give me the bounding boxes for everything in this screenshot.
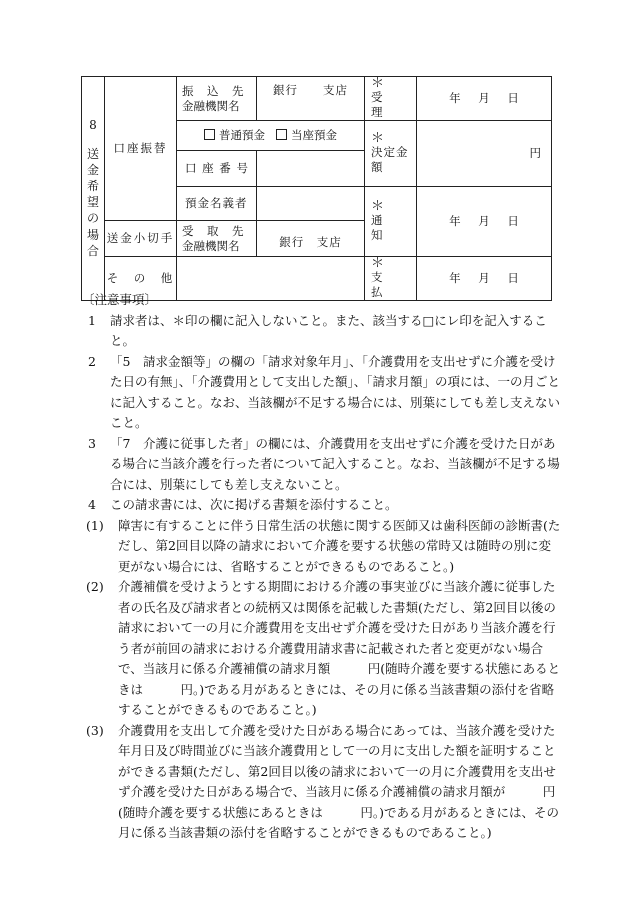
section-number: 8 [89, 117, 97, 132]
account-number-field[interactable] [257, 151, 365, 187]
current-deposit-label: 当座預金 [290, 128, 337, 143]
note-subitem: (1) 障害に有することに伴う日常生活の状態に関する医師又は歯科医師の診断書(ただし、第2回目以降の請求において介護を要する状態の常時又は随時の別に変更がない場合には、省略することができるものであること。) [86, 517, 561, 574]
notes-heading: 〔注意事項〕 [82, 292, 158, 307]
receiving-bank-label: 受 取 先 金融機関名 [177, 221, 257, 257]
current-deposit-checkbox[interactable] [276, 129, 287, 140]
payment-label: ＊ 支 払 [365, 257, 417, 301]
receipt-date-field: 年 月 日 [417, 77, 552, 121]
ordinary-deposit-label: 普通預金 [219, 128, 266, 143]
decided-amount-field: 円 [417, 121, 552, 187]
receipt-label: ＊ 受 理 [365, 77, 417, 121]
transfer-bank-field[interactable]: 銀行 支店 [257, 77, 365, 121]
note-subitem: (3) 介護費用を支出して介護を受けた日がある場合にあっては、当該介護を受けた年月日及び時間並びに当該介護費用として一の月に支出した額を証明することができる書類(ただし、第2回目以後の請求において一の月に介護費用を支出せず介護を受けた日がある場合で、当該月に係る介護補償の請求月額が 円(随時介護を要する状態にあるときは 円。)である月があるときには、その月に係る当該書類の添付を省略することができるものであること。) [86, 722, 560, 840]
other-label: そ の 他 [105, 257, 177, 301]
account-holder-field[interactable] [257, 187, 365, 221]
remittance-table [81, 76, 552, 301]
note-item: 3 「7 介護に従事した者」の欄には、介護費用を支出せずに介護を受けた日がある場合に当該介護を行った者について記入すること。なお、当該欄が不足する場合には、別葉にしても差し支えないこと。 [88, 435, 560, 492]
transfer-bank-label: 振 込 先 金融機関名 [177, 77, 257, 121]
notes-section [84, 290, 562, 844]
money-order-label: 送金小切手 [105, 221, 177, 257]
note-subitem: (2) 介護補償を受けようとする期間における介護の事実並びに当該介護に従事した者の氏名及び請求者との続柄又は関係を記載した書類(ただし、第2回目以後の請求において一の月に介護費用を支出せず介護を受けた日があり当該介護を行う者が前回の請求における介護費用請求書に記載された者と変更がない場合で、当該月に係る介護補償の請求月額 円(随時介護を要する状態にあるときは 円。)である月があるときには、その月に係る当該書類の添付を省略することができるものであること。) [86, 579, 561, 717]
decided-amount-label: ＊ 決定金額 [365, 121, 417, 187]
account-transfer-label: 口座振替 [105, 77, 177, 221]
note-item: 4 この請求書には、次に掲げる書類を添付すること。 [88, 497, 398, 512]
account-number-label: 口 座 番 号 [177, 151, 257, 187]
deposit-type-row [177, 121, 365, 151]
receiving-bank-field[interactable]: 銀行 支店 [257, 221, 365, 257]
section-title: 送 金 希 望 の 場 合 [86, 146, 99, 258]
payment-date-field: 年 月 日 [417, 257, 552, 301]
account-holder-label: 預金名義者 [177, 187, 257, 221]
ordinary-deposit-checkbox[interactable] [204, 129, 215, 140]
section-8-cell [82, 77, 105, 301]
note-item: 1 請求者は、＊印の欄に記入しないこと。また、該当する□にレ印を記入すること。 [88, 312, 547, 348]
notice-label: ＊ 通 知 [365, 187, 417, 257]
notice-date-field: 年 月 日 [417, 187, 552, 257]
note-item: 2 「5 請求金額等」の欄の「請求対象年月」、「介護費用を支出せずに介護を受けた日の有無」、「介護費用として支出した額」、「請求月額」の項には、一の月ごとに記入すること。なお、当該欄が不足する場合には、別葉にしても差し支えないこと。 [88, 353, 561, 430]
